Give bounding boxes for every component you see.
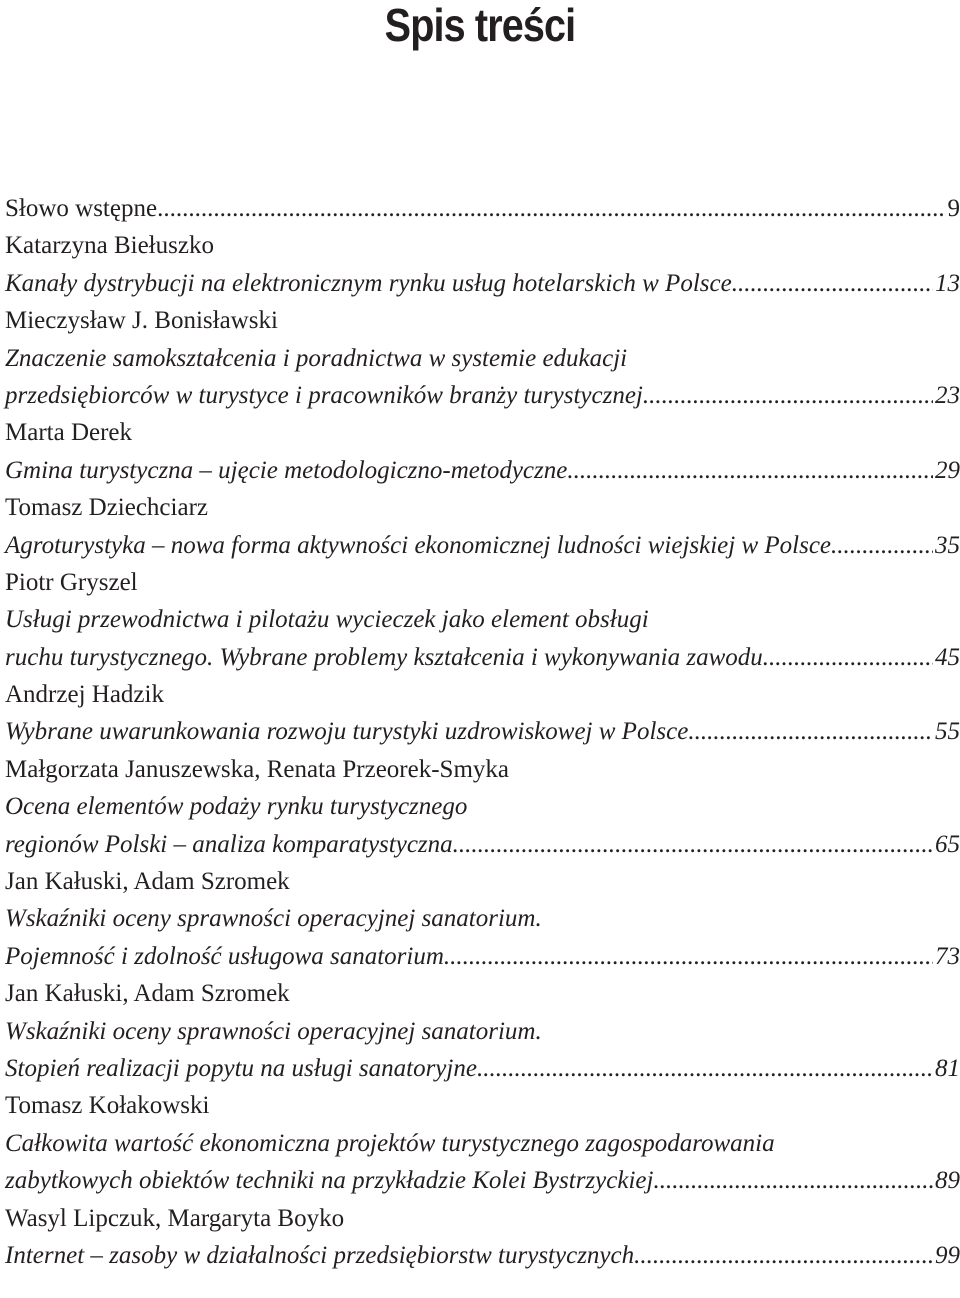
dot-leader (732, 265, 933, 302)
toc-entry-foreword[interactable] (5, 190, 960, 227)
dot-leader (444, 938, 933, 975)
entry-author: Małgorzata Januszewska, Renata Przeorek-Smyka (5, 755, 509, 783)
dot-leader (831, 527, 933, 564)
toc-entry[interactable] (5, 938, 960, 975)
toc-entry[interactable] (5, 1162, 960, 1199)
toc-entry[interactable] (5, 527, 960, 564)
dot-leader (688, 713, 933, 750)
page-number: 35 (935, 531, 960, 559)
dot-leader (653, 1162, 933, 1199)
entry-title: Agroturystyka – nowa forma aktywności ekonomicznej ludności wiejskiej w Polsce (5, 531, 832, 559)
page-title: Spis treści (384, 0, 576, 51)
dot-leader (453, 826, 933, 863)
entry-title: Pojemność i zdolność usługowa sanatorium (5, 942, 444, 970)
toc-entry[interactable] (5, 826, 960, 863)
entry-title: ruchu turystycznego. Wybrane problemy kształcenia i wykonywania zawodu (5, 643, 763, 671)
toc-entry[interactable] (5, 1050, 960, 1087)
table-of-contents (5, 190, 960, 1274)
toc-entry[interactable] (5, 377, 960, 414)
entry-author: Jan Kałuski, Adam Szromek (5, 980, 290, 1008)
page-number: 13 (935, 269, 960, 297)
page-number: 29 (935, 456, 960, 484)
dot-leader (763, 639, 933, 676)
page-number: 73 (935, 942, 960, 970)
page-number: 81 (935, 1054, 960, 1082)
entry-author: Piotr Gryszel (5, 568, 138, 596)
entry-author: Marta Derek (5, 419, 133, 447)
dot-leader (634, 1237, 933, 1274)
dot-leader (157, 190, 945, 227)
entry-title: Gmina turystyczna – ujęcie metodologiczno-metodyczne (5, 456, 568, 484)
page-number: 89 (935, 1167, 960, 1195)
entry-author: Tomasz Kołakowski (5, 1092, 210, 1120)
entry-title: Wybrane uwarunkowania rozwoju turystyki uzdrowiskowej w Polsce (5, 718, 689, 746)
entry-author: Katarzyna Biełuszko (5, 232, 214, 260)
dot-leader (477, 1050, 933, 1087)
entry-title-line: Usługi przewodnictwa i pilotażu wycieczek jako element obsługi (5, 606, 649, 634)
entry-title-line: Znaczenie samokształcenia i poradnictwa w systemie edukacji (5, 344, 628, 372)
entry-author: Wasyl Lipczuk, Margaryta Boyko (5, 1204, 345, 1232)
entry-title-line: Wskaźniki oceny sprawności operacyjnej sanatorium. (5, 1017, 542, 1045)
entry-title: Kanały dystrybucji na elektronicznym rynku usług hotelarskich w Polsce (5, 269, 732, 297)
toc-entry[interactable] (5, 452, 960, 489)
entry-title-line: Całkowita wartość ekonomiczna projektów turystycznego zagospodarowania (5, 1129, 775, 1157)
entry-title: regionów Polski – analiza komparatystyczna (5, 830, 453, 858)
entry-title: Słowo wstępne (5, 195, 158, 222)
entry-author: Jan Kałuski, Adam Szromek (5, 868, 290, 896)
page-number: 45 (935, 643, 960, 671)
toc-entry[interactable] (5, 639, 960, 676)
page-number: 55 (935, 718, 960, 746)
page-number: 65 (935, 830, 960, 858)
entry-author: Andrzej Hadzik (5, 681, 164, 709)
toc-entry[interactable] (5, 1237, 960, 1274)
entry-title-line: Ocena elementów podaży rynku turystycznego (5, 793, 468, 821)
page-number: 9 (947, 195, 960, 222)
dot-leader (643, 377, 933, 414)
entry-title: Stopień realizacji popytu na usługi sanatoryjne (5, 1054, 477, 1082)
page-number: 99 (935, 1241, 960, 1269)
entry-author: Mieczysław J. Bonisławski (5, 307, 278, 335)
toc-entry[interactable] (5, 265, 960, 302)
dot-leader (567, 452, 933, 489)
page-number: 23 (935, 381, 960, 409)
entry-title-line: Wskaźniki oceny sprawności operacyjnej sanatorium. (5, 905, 542, 933)
entry-author: Tomasz Dziechciarz (5, 494, 208, 522)
toc-entry[interactable] (5, 713, 960, 750)
entry-title: zabytkowych obiektów techniki na przykładzie Kolei Bystrzyckiej (5, 1167, 654, 1195)
entry-title: Internet – zasoby w działalności przedsiębiorstw turystycznych (5, 1241, 635, 1269)
entry-title: przedsiębiorców w turystyce i pracowników branży turystycznej (5, 381, 643, 409)
